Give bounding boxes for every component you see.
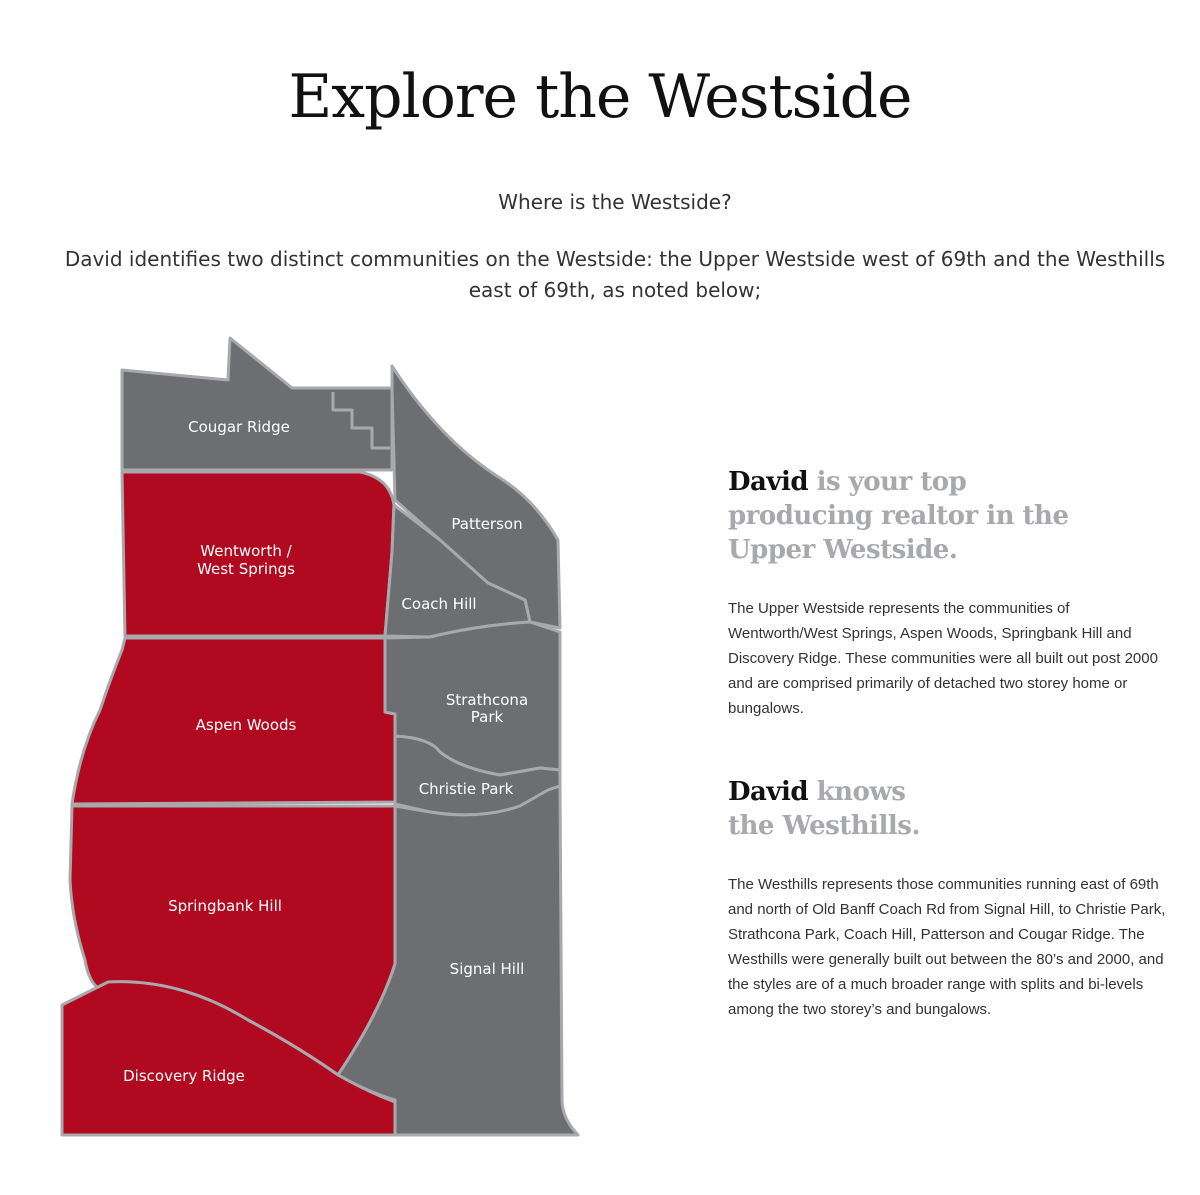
section-question: Where is the Westside? bbox=[498, 190, 732, 214]
label-coach-hill: Coach Hill bbox=[401, 595, 477, 613]
westhills-description: The Westhills represents those communities running east of 69th and north of Old Banff Coach Rd from Signal Hill, to Christie Park, Strathcona Park, Coach Hill, Patterson and Cougar Ridge. The Westhills were generally built out between the 80’s and 2000, and the styles are of a much broader range with splits and bi-levels among the two storey’s and bungalows. bbox=[728, 876, 1166, 1018]
label-wentworth-west-springs: Wentworth / West Springs bbox=[197, 542, 295, 578]
label-springbank-hill: Springbank Hill bbox=[168, 897, 282, 915]
label-aspen-woods: Aspen Woods bbox=[195, 716, 297, 734]
westhills-heading: David knows the Westhills. bbox=[728, 777, 920, 841]
label-patterson: Patterson bbox=[451, 515, 523, 533]
label-cougar-ridge: Cougar Ridge bbox=[188, 418, 290, 436]
agent-name: David bbox=[728, 777, 809, 807]
agent-name: David bbox=[728, 467, 809, 497]
page-title: Explore the Westside bbox=[288, 62, 912, 132]
label-discovery-ridge: Discovery Ridge bbox=[123, 1067, 245, 1085]
label-strathcona-park: Strathcona Park bbox=[445, 691, 529, 726]
intro-text: David identifies two distinct communities on the Westside: the Upper Westside west of 69th and the Westhills east of 69th, as noted below; bbox=[64, 247, 1166, 302]
label-signal-hill: Signal Hill bbox=[449, 960, 525, 978]
westside-community-map bbox=[0, 330, 600, 1150]
upper-westside-description: The Upper Westside represents the communities of Wentworth/West Springs, Aspen Woods, Springbank Hill and Discovery Ridge. These communities were all built out post 2000 and are comprised primarily of detached two storey home or bungalows. bbox=[728, 600, 1158, 717]
label-christie-park: Christie Park bbox=[418, 780, 514, 798]
region-cougar-ridge[interactable] bbox=[122, 338, 392, 470]
upper-westside-heading: David is your top producing realtor in the Upper Westside. bbox=[728, 467, 1069, 565]
